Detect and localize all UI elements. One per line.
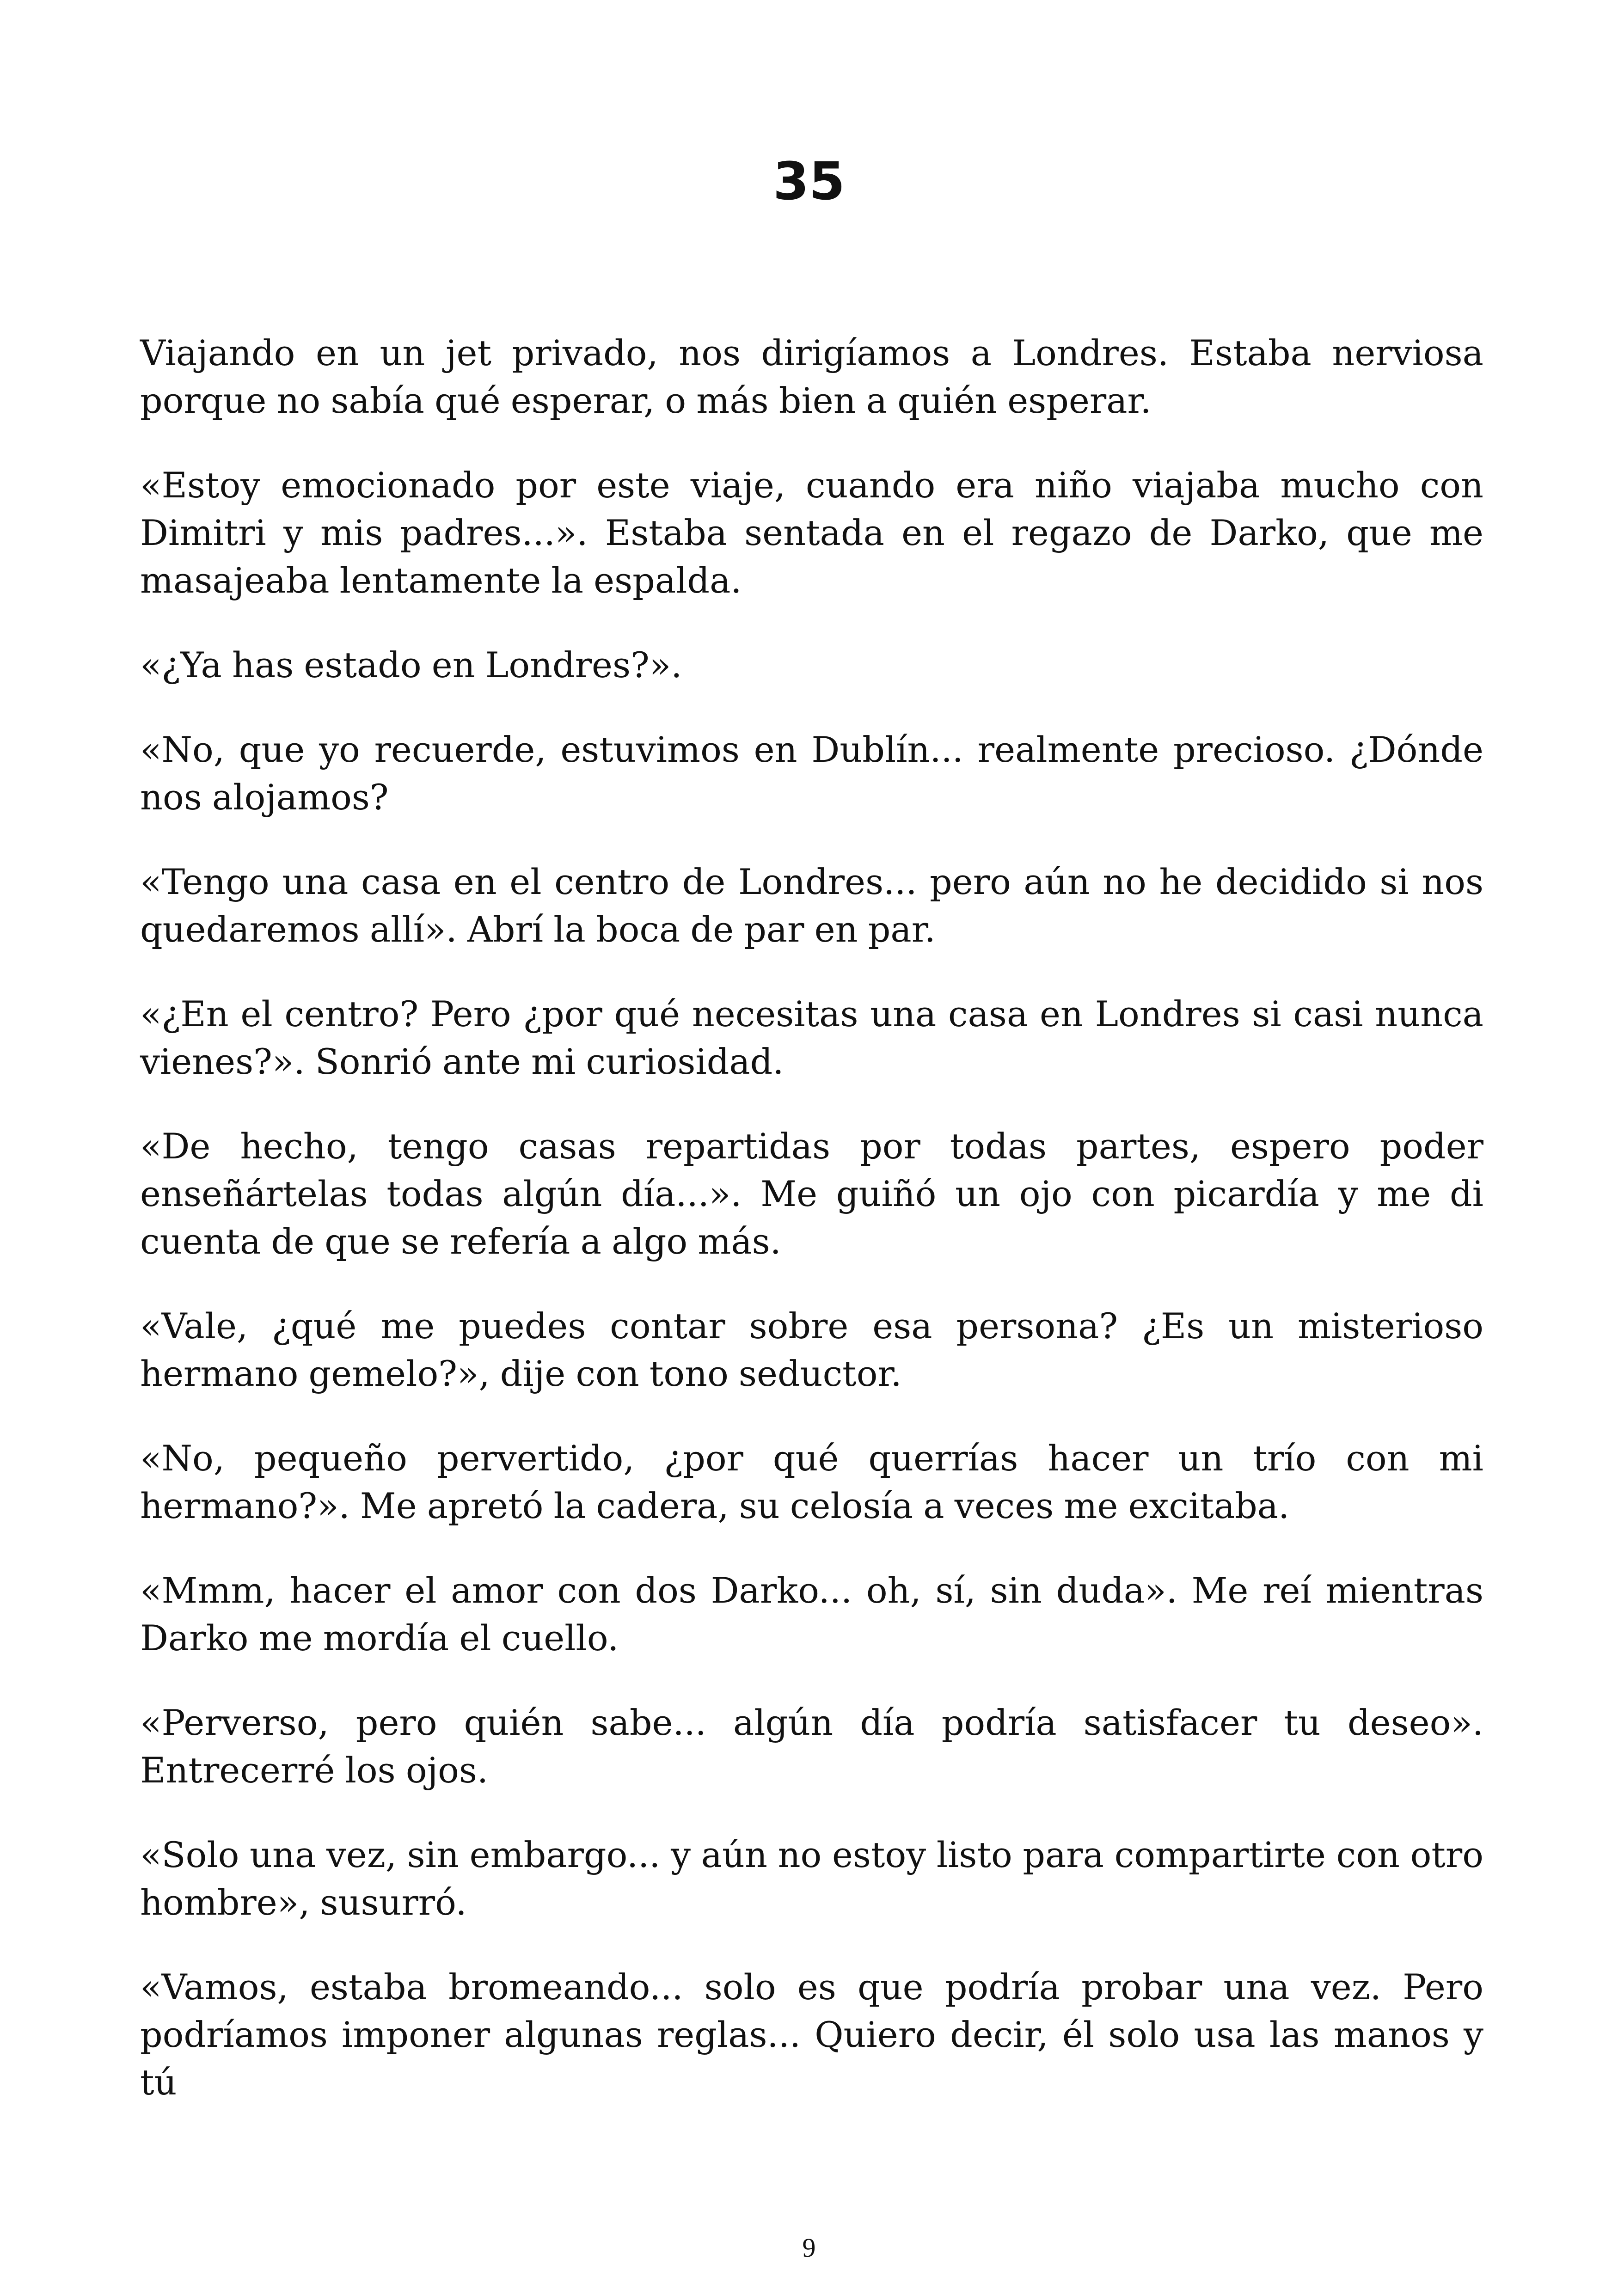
paragraph: «Vale, ¿qué me puedes contar sobre esa persona? ¿Es un misterioso hermano gemelo?», dije con tono seductor. (140, 1305, 1483, 1394)
body-text (140, 329, 1483, 2143)
page-number: 9 (802, 2233, 816, 2263)
paragraph: Viajando en un jet privado, nos dirigíamos a Londres. Estaba nerviosa porque no sabía qué esperar, o más bien a quién esperar. (140, 332, 1483, 421)
paragraph: «¿Ya has estado en Londres?». (140, 644, 682, 686)
paragraph: «Perverso, pero quién sabe... algún día podría satisfacer tu deseo». Entrecerré los ojos. (140, 1702, 1483, 1791)
paragraph: «De hecho, tengo casas repartidas por todas partes, espero poder enseñártelas todas algún día...». Me guiñó un ojo con picardía y me di cuenta de que se refería a algo más. (140, 1126, 1483, 1262)
paragraph: «¿En el centro? Pero ¿por qué necesitas una casa en Londres si casi nunca vienes?». Sonrió ante mi curiosidad. (140, 993, 1483, 1082)
paragraph: «Vamos, estaba bromeando... solo es que podría probar una vez. Pero podríamos imponer algunas reglas... Quiero decir, él solo usa las manos y tú (140, 1966, 1483, 2103)
paragraph: «No, que yo recuerde, estuvimos en Dublín... realmente precioso. ¿Dónde nos alojamos? (140, 729, 1483, 818)
paragraph: «Estoy emocionado por este viaje, cuando era niño viajaba mucho con Dimitri y mis padres...». Estaba sentada en el regazo de Darko, que me masajeaba lentamente la espalda. (140, 465, 1483, 601)
paragraph: «Solo una vez, sin embargo... y aún no estoy listo para compartirte con otro hombre», susurró. (140, 1834, 1483, 1923)
chapter-number: 35 (773, 152, 845, 212)
paragraph: «Mmm, hacer el amor con dos Darko... oh, sí, sin duda». Me reí mientras Darko me mordía el cuello. (140, 1570, 1483, 1659)
paragraph: «Tengo una casa en el centro de Londres... pero aún no he decidido si nos quedaremos allí». Abrí la boca de par en par. (140, 861, 1483, 950)
paragraph: «No, pequeño pervertido, ¿por qué querrías hacer un trío con mi hermano?». Me apretó la cadera, su celosía a veces me excitaba. (140, 1438, 1483, 1526)
